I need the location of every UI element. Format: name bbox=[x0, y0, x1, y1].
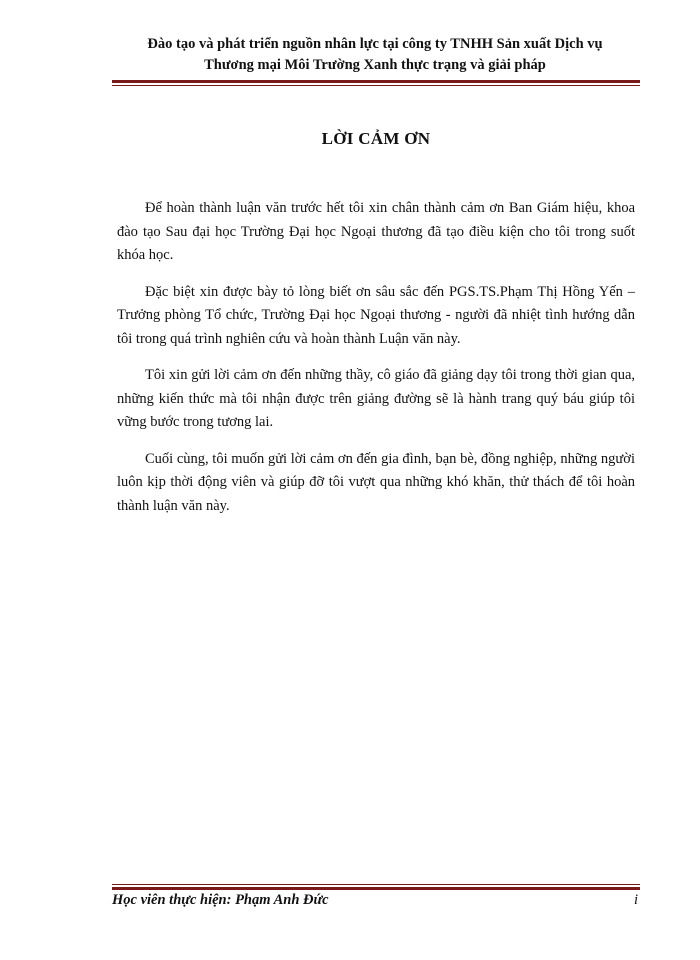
body-text bbox=[117, 197, 635, 531]
footer-author: Học viên thực hiện: Phạm Anh Đức bbox=[112, 892, 329, 908]
paragraph-4: Cuối cùng, tôi muốn gửi lời cảm ơn đến gia đình, bạn bè, đồng nghiệp, những người luôn kịp thời động viên và giúp đỡ tôi vượt qua những khó khăn, thử thách để tôi hoàn thành luận văn này. bbox=[117, 450, 635, 514]
page-title: LỜI CẢM ƠN bbox=[321, 129, 431, 148]
header-line-2: Thương mại Môi Trường Xanh thực trạng và giải pháp bbox=[204, 57, 546, 73]
header-divider bbox=[112, 80, 640, 86]
header-line-1: Đào tạo và phát triển nguồn nhân lực tại công ty TNHH Sản xuất Dịch vụ bbox=[147, 36, 603, 52]
page-header bbox=[110, 34, 640, 76]
page-number: i bbox=[633, 892, 638, 908]
paragraph-1: Để hoàn thành luận văn trước hết tôi xin chân thành cảm ơn Ban Giám hiệu, khoa đào tạo Sau đại học Trường Đại học Ngoại thương đã tạo điều kiện cho tôi trong suốt khóa học. bbox=[117, 200, 635, 263]
paragraph-2: Đặc biệt xin được bày tỏ lòng biết ơn sâu sắc đến PGS.TS.Phạm Thị Hồng Yến – Trưởng phòng Tổ chức, Trường Đại học Ngoại thương - người đã nhiệt tình hướng dẫn tôi trong quá trình nghiên cứu và hoàn thành Luận văn này. bbox=[117, 283, 635, 347]
paragraph-3: Tôi xin gửi lời cảm ơn đến những thầy, cô giáo đã giảng dạy tôi trong thời gian qua, những kiến thức mà tôi nhận được trên giảng đường sẽ là hành trang quý báu giúp tôi vững bước trong tương lai. bbox=[117, 367, 635, 430]
page-footer bbox=[112, 892, 640, 909]
footer-divider bbox=[112, 884, 640, 890]
